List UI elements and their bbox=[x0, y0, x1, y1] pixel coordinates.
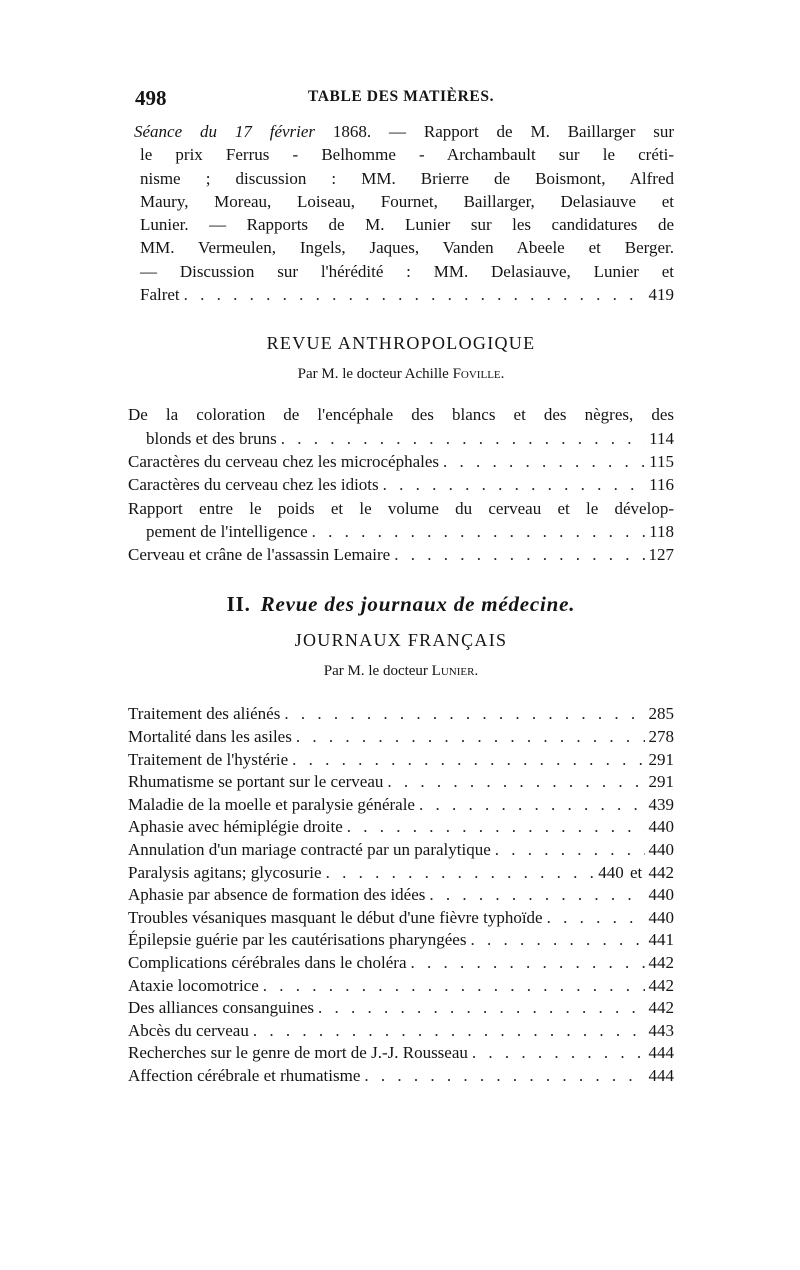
seance-line: Maury, Moreau, Loiseau, Fournet, Baillarger, Delasiauve et bbox=[140, 191, 674, 211]
part-numeral: II. bbox=[226, 592, 251, 617]
page-ref: 444 bbox=[648, 1043, 674, 1063]
toc-entry-text: Traitement des aliénés bbox=[128, 704, 281, 724]
leader-dots bbox=[347, 816, 645, 839]
page-ref: 278 bbox=[648, 727, 674, 747]
leader-dots bbox=[495, 839, 645, 862]
book-page bbox=[128, 82, 674, 1088]
seance-last-line bbox=[128, 283, 674, 306]
toc-entry-text: Complications cérébrales dans le choléra bbox=[128, 952, 407, 972]
page-ref: 440 et 442 bbox=[598, 862, 674, 882]
leader-dots bbox=[419, 794, 645, 817]
leader-dots bbox=[292, 749, 644, 772]
toc-entry-text: Annulation d'un mariage contracté par un paralytique bbox=[128, 840, 491, 860]
seance-line: nisme ; discussion : MM. Brierre de Boismont, Alfred bbox=[140, 168, 674, 188]
leader-dots bbox=[470, 929, 644, 952]
seance-last-text: Falret bbox=[140, 285, 180, 305]
running-head bbox=[128, 82, 674, 116]
section-title-journaux-francais: JOURNAUX FRANÇAIS bbox=[294, 630, 508, 651]
leader-dots bbox=[253, 1020, 645, 1043]
anthropology-entries bbox=[128, 403, 674, 566]
page-ref: 118 bbox=[649, 521, 674, 541]
leader-dots bbox=[296, 726, 645, 749]
page-ref: 443 bbox=[648, 1020, 674, 1040]
leader-dots bbox=[263, 975, 645, 998]
toc-entry-text: pement de l'intelligence bbox=[146, 521, 308, 541]
toc-entry-text: Abcès du cerveau bbox=[128, 1020, 249, 1040]
leader-dots bbox=[284, 703, 644, 726]
author-suffix: . bbox=[474, 663, 479, 680]
leader-dots bbox=[394, 543, 644, 566]
toc-entry bbox=[128, 794, 674, 817]
leader-dots bbox=[281, 427, 645, 450]
page-ref: 114 bbox=[649, 428, 674, 448]
toc-entry-text: Caractères du cerveau chez les microcéphales bbox=[128, 451, 440, 471]
seance-entry bbox=[128, 120, 674, 306]
toc-entry-text: Des alliances consanguines bbox=[128, 998, 314, 1018]
toc-entry bbox=[128, 1020, 674, 1043]
author-suffix: . bbox=[500, 366, 505, 383]
page-ref: 442 bbox=[648, 975, 674, 995]
page-ref: 442 bbox=[648, 998, 674, 1018]
seance-line-text: 1868. — Rapport de M. Baillarger sur bbox=[315, 122, 674, 141]
section-title-revue-anthropologique: REVUE ANTHROPOLOGIQUE bbox=[266, 333, 536, 354]
seance-line: Lunier. — Rapports de M. Lunier sur les candidatures de bbox=[140, 215, 674, 235]
toc-entry-text: Paralysis agitans; glycosurie bbox=[128, 862, 322, 882]
toc-entry bbox=[128, 403, 674, 450]
toc-entry bbox=[128, 862, 674, 885]
toc-entry bbox=[128, 884, 674, 907]
toc-entry-text: Aphasie avec hémiplégie droite bbox=[128, 817, 343, 837]
toc-entry-text: Cerveau et crâne de l'assassin Lemaire bbox=[128, 545, 391, 565]
page-ref: 441 bbox=[648, 930, 674, 950]
toc-entry-text: Troubles vésaniques masquant le début d'une fièvre typhoïde bbox=[128, 907, 543, 927]
toc-entry-text: blonds et des bruns bbox=[146, 428, 277, 448]
toc-entry bbox=[128, 975, 674, 998]
toc-entry-text: Affection cérébrale et rhumatisme bbox=[128, 1065, 361, 1085]
toc-entry-first-line: Rapport entre le poids et le volume du cerveau et le dévelop- bbox=[128, 498, 674, 518]
leader-dots bbox=[429, 884, 644, 907]
leader-dots bbox=[318, 997, 645, 1020]
toc-entry bbox=[128, 726, 674, 749]
toc-entry-last-line bbox=[128, 427, 674, 450]
section-author bbox=[128, 364, 674, 384]
toc-entry-text: Traitement de l'hystérie bbox=[128, 749, 289, 769]
toc-entry-last-line bbox=[128, 520, 674, 543]
toc-entry bbox=[128, 839, 674, 862]
leader-dots bbox=[472, 1042, 645, 1065]
page-ref: 116 bbox=[649, 475, 674, 495]
toc-entry bbox=[128, 450, 674, 473]
seance-line: MM. Vermeulen, Ingels, Jaques, Vanden Abeele et Berger. bbox=[140, 238, 674, 258]
toc-entry bbox=[128, 907, 674, 930]
toc-entry bbox=[128, 771, 674, 794]
toc-entry bbox=[128, 997, 674, 1020]
author-prefix: Par M. le docteur bbox=[323, 663, 432, 680]
toc-entry-text: Rhumatisme se portant sur le cerveau bbox=[128, 772, 384, 792]
leader-dots bbox=[387, 771, 644, 794]
page-ref: 439 bbox=[648, 794, 674, 814]
toc-entry-text: Maladie de la moelle et paralysie générale bbox=[128, 794, 415, 814]
toc-entry bbox=[128, 1065, 674, 1088]
toc-entry bbox=[128, 816, 674, 839]
page-ref: 440 bbox=[648, 817, 674, 837]
toc-entry bbox=[128, 543, 674, 566]
toc-entry-text: Ataxie locomotrice bbox=[128, 975, 259, 995]
toc-entry-text: Caractères du cerveau chez les idiots bbox=[128, 475, 379, 495]
author-prefix: Par M. le docteur Achille bbox=[297, 366, 453, 383]
part-title: Revue des journaux de médecine. bbox=[260, 592, 576, 617]
page-ref: 115 bbox=[649, 451, 674, 471]
leader-dots bbox=[312, 520, 645, 543]
toc-entry bbox=[128, 952, 674, 975]
page-ref: 444 bbox=[648, 1065, 674, 1085]
leader-dots bbox=[383, 473, 645, 496]
toc-entry bbox=[128, 929, 674, 952]
section-author bbox=[128, 661, 674, 681]
toc-entry-text: Épilepsie guérie par les cautérisations pharyngées bbox=[128, 930, 467, 950]
running-title: TABLE DES MATIÈRES. bbox=[307, 88, 495, 105]
seance-line bbox=[128, 120, 674, 143]
page-ref: 440 bbox=[648, 885, 674, 905]
toc-entry-text: Recherches sur le genre de mort de J.-J. Rousseau bbox=[128, 1043, 468, 1063]
page-ref: 285 bbox=[648, 704, 674, 724]
toc-entry-text: Aphasie par absence de formation des idées bbox=[128, 885, 426, 905]
author-name: Foville bbox=[452, 366, 501, 383]
leader-dots bbox=[326, 862, 595, 885]
toc-entry-text: Mortalité dans les asiles bbox=[128, 727, 292, 747]
author-name: Lunier bbox=[431, 663, 475, 680]
page-number: 498 bbox=[135, 86, 167, 110]
page-ref: 291 bbox=[648, 749, 674, 769]
page-ref: 440 bbox=[648, 840, 674, 860]
seance-line: — Discussion sur l'hérédité : MM. Delasiauve, Lunier et bbox=[140, 261, 674, 281]
page-ref: 442 bbox=[648, 952, 674, 972]
leader-dots bbox=[443, 450, 645, 473]
page-ref: 419 bbox=[648, 285, 674, 305]
seance-date: Séance du 17 février bbox=[134, 122, 316, 141]
toc-entry-first-line: De la coloration de l'encéphale des blancs et des nègres, des bbox=[128, 405, 674, 425]
toc-entry bbox=[128, 749, 674, 772]
leader-dots bbox=[547, 907, 645, 930]
toc-entry bbox=[128, 1042, 674, 1065]
page-ref: 440 bbox=[648, 907, 674, 927]
leader-dots bbox=[411, 952, 645, 975]
toc-entry bbox=[128, 703, 674, 726]
toc-entry bbox=[128, 473, 674, 496]
leader-dots bbox=[364, 1065, 644, 1088]
leader-dots bbox=[184, 283, 645, 306]
part-two-heading bbox=[128, 592, 674, 617]
page-ref: 291 bbox=[648, 772, 674, 792]
journal-entries bbox=[128, 703, 674, 1087]
seance-line: le prix Ferrus - Belhomme - Archambault sur le créti- bbox=[140, 145, 674, 165]
toc-entry bbox=[128, 497, 674, 544]
page-ref: 127 bbox=[648, 545, 674, 565]
